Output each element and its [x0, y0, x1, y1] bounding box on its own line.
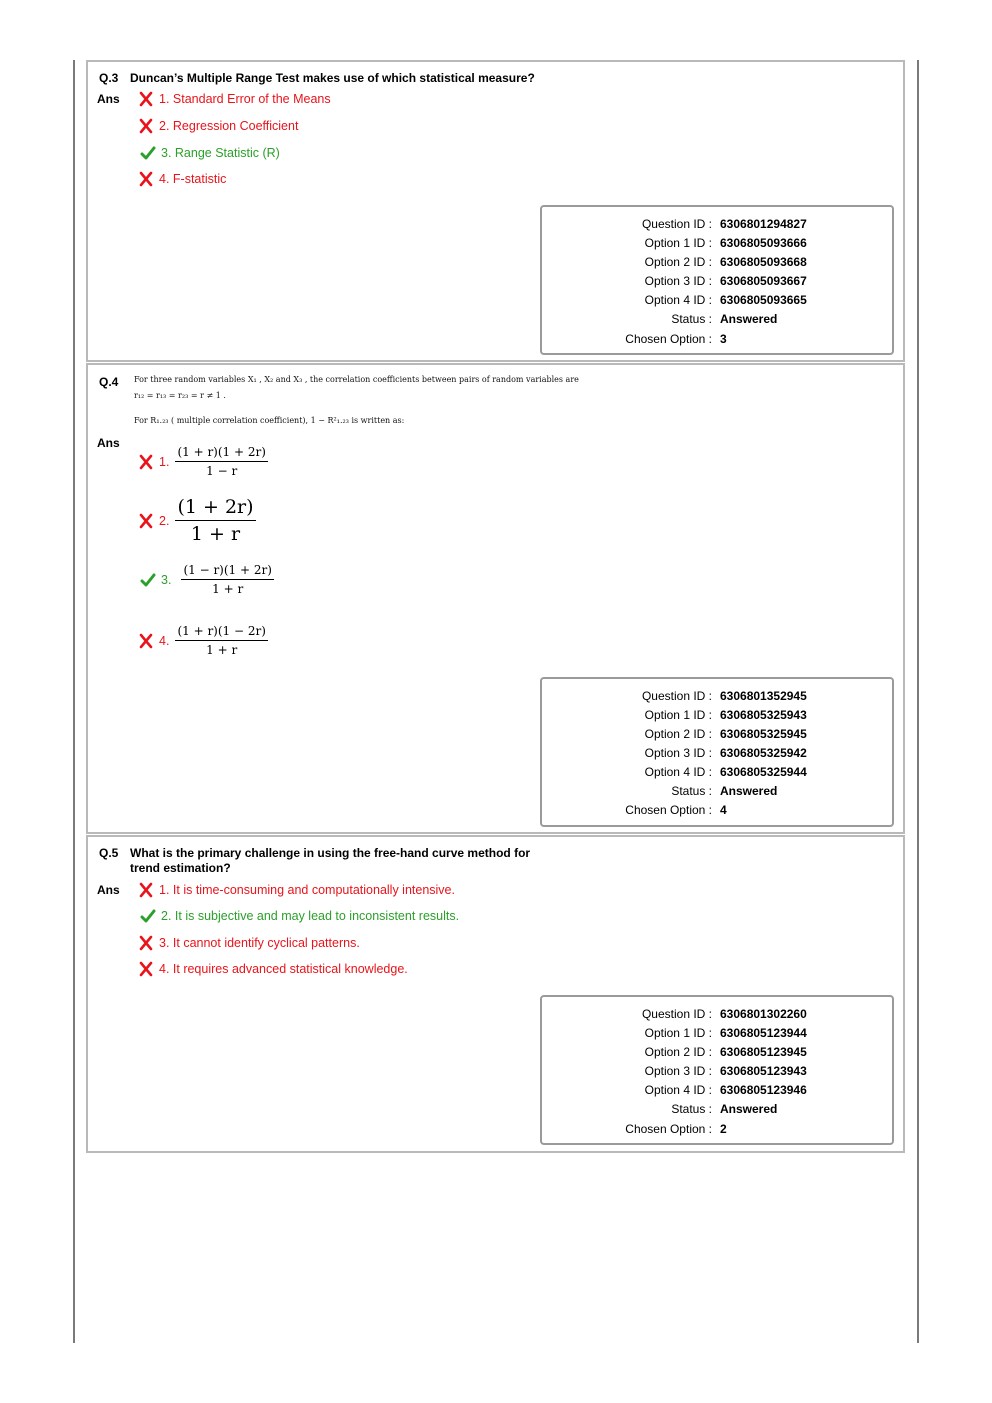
option-2-id-value: 6306805123945 — [720, 1045, 807, 1059]
question-number: Q.3 — [99, 71, 119, 85]
option-text: 3. Range Statistic (R) — [161, 146, 280, 160]
cross-icon — [138, 513, 154, 529]
question-text: Duncan’s Multiple Range Test makes use of which statistical measure? — [130, 71, 535, 85]
option-2-id-value: 6306805325945 — [720, 727, 807, 741]
status-label: Status : — [671, 1102, 712, 1116]
chosen-option-value: 3 — [720, 332, 727, 346]
option-3 — [140, 145, 280, 161]
denominator: 1 + r — [206, 643, 238, 657]
option-1 — [138, 91, 331, 107]
question-id-label: Question ID : — [641, 1007, 712, 1021]
option-4 — [138, 624, 268, 657]
option-2-id-label: Option 2 ID : — [644, 255, 712, 269]
cross-icon — [138, 454, 154, 470]
check-icon — [140, 145, 156, 161]
question-info-box — [540, 677, 894, 827]
option-number: 4. — [159, 633, 170, 648]
option-number: 2. — [159, 513, 170, 528]
option-3-id-label: Option 3 ID : — [644, 1064, 712, 1078]
option-3-id-value: 6306805123943 — [720, 1064, 807, 1078]
check-icon — [140, 572, 156, 588]
option-1-id-value: 6306805123944 — [720, 1026, 807, 1040]
option-3-id-label: Option 3 ID : — [644, 274, 712, 288]
page-frame-left — [73, 60, 75, 1343]
question-number: Q.5 — [99, 846, 119, 860]
option-1 — [138, 445, 268, 478]
status-value: Answered — [720, 784, 778, 798]
cross-icon — [138, 118, 154, 134]
question-number: Q.4 — [99, 375, 119, 389]
numerator: (1 + r)(1 + 2r) — [175, 445, 267, 462]
option-1-id-label: Option 1 ID : — [644, 708, 712, 722]
chosen-option-value: 2 — [720, 1122, 727, 1136]
option-4 — [138, 961, 408, 977]
option-4-id-value: 6306805093665 — [720, 293, 807, 307]
question-info-box — [540, 205, 894, 355]
option-text: 2. It is subjective and may lead to inconsistent results. — [161, 909, 460, 923]
question-text-line-1: For three random variables X₁ , X₂ and X₃ , the correlation coefficients between pairs of random variables are — [134, 375, 579, 384]
numerator: (1 − r)(1 + 2r) — [181, 563, 273, 580]
option-2 — [138, 496, 256, 545]
option-text: 4. F-statistic — [159, 172, 227, 186]
question-info-box — [540, 995, 894, 1145]
option-3 — [140, 563, 274, 596]
ans-label: Ans — [97, 92, 120, 106]
status-value: Answered — [720, 312, 778, 326]
option-text: 2. Regression Coefficient — [159, 119, 299, 133]
cross-icon — [138, 171, 154, 187]
numerator: (1 + r)(1 − 2r) — [175, 624, 267, 641]
chosen-option-label: Chosen Option : — [625, 803, 712, 817]
option-2-id-label: Option 2 ID : — [644, 1045, 712, 1059]
status-label: Status : — [671, 312, 712, 326]
option-fraction — [175, 445, 267, 478]
chosen-option-label: Chosen Option : — [625, 1122, 712, 1136]
denominator: 1 − r — [206, 464, 238, 478]
numerator: (1 + 2r) — [175, 496, 255, 521]
question-id-value: 6306801352945 — [720, 689, 807, 703]
option-2 — [138, 118, 298, 134]
question-id-label: Question ID : — [641, 217, 712, 231]
option-4-id-value: 6306805325944 — [720, 765, 807, 779]
question-text-line-2: r₁₂ = r₁₃ = r₂₃ = r ≠ 1 . — [134, 391, 226, 400]
cross-icon — [138, 882, 154, 898]
question-text-line-1: What is the primary challenge in using the free-hand curve method for — [130, 846, 531, 860]
option-1-id-label: Option 1 ID : — [644, 236, 712, 250]
denominator: 1 + r — [190, 523, 241, 545]
option-4 — [138, 171, 226, 187]
option-number: 3. — [161, 572, 172, 587]
option-3 — [138, 935, 360, 951]
option-4-id-value: 6306805123946 — [720, 1083, 807, 1097]
option-3-id-label: Option 3 ID : — [644, 746, 712, 760]
cross-icon — [138, 91, 154, 107]
question-text-line-2: trend estimation? — [130, 861, 231, 875]
chosen-option-label: Chosen Option : — [625, 332, 712, 346]
cross-icon — [138, 935, 154, 951]
question-panel-q5 — [86, 835, 905, 1153]
option-1-id-label: Option 1 ID : — [644, 1026, 712, 1040]
option-1-id-value: 6306805093666 — [720, 236, 807, 250]
question-id-label: Question ID : — [641, 689, 712, 703]
denominator: 1 + r — [212, 582, 244, 596]
option-fraction — [181, 563, 273, 596]
question-id-value: 6306801302260 — [720, 1007, 807, 1021]
question-text-line-3: For R₁.₂₃ ( multiple correlation coefficient), 1 − R²₁.₂₃ is written as: — [134, 416, 405, 425]
option-1 — [138, 882, 455, 898]
question-panel-q3 — [86, 60, 905, 362]
option-text: 1. It is time-consuming and computationally intensive. — [159, 883, 455, 897]
page-frame-right — [917, 60, 919, 1343]
option-2-id-value: 6306805093668 — [720, 255, 807, 269]
question-panel-q4 — [86, 363, 905, 834]
option-2 — [140, 908, 459, 924]
option-fraction — [175, 624, 267, 657]
option-text: 3. It cannot identify cyclical patterns. — [159, 936, 360, 950]
ans-label: Ans — [97, 436, 120, 450]
option-4-id-label: Option 4 ID : — [644, 1083, 712, 1097]
status-value: Answered — [720, 1102, 778, 1116]
ans-label: Ans — [97, 883, 120, 897]
option-2-id-label: Option 2 ID : — [644, 727, 712, 741]
option-1-id-value: 6306805325943 — [720, 708, 807, 722]
option-3-id-value: 6306805093667 — [720, 274, 807, 288]
option-3-id-value: 6306805325942 — [720, 746, 807, 760]
option-fraction — [175, 496, 255, 545]
status-label: Status : — [671, 784, 712, 798]
option-4-id-label: Option 4 ID : — [644, 293, 712, 307]
cross-icon — [138, 961, 154, 977]
check-icon — [140, 908, 156, 924]
option-text: 1. Standard Error of the Means — [159, 92, 331, 106]
chosen-option-value: 4 — [720, 803, 727, 817]
cross-icon — [138, 633, 154, 649]
option-text: 4. It requires advanced statistical knowledge. — [159, 962, 408, 976]
option-number: 1. — [159, 454, 170, 469]
option-4-id-label: Option 4 ID : — [644, 765, 712, 779]
question-id-value: 6306801294827 — [720, 217, 807, 231]
